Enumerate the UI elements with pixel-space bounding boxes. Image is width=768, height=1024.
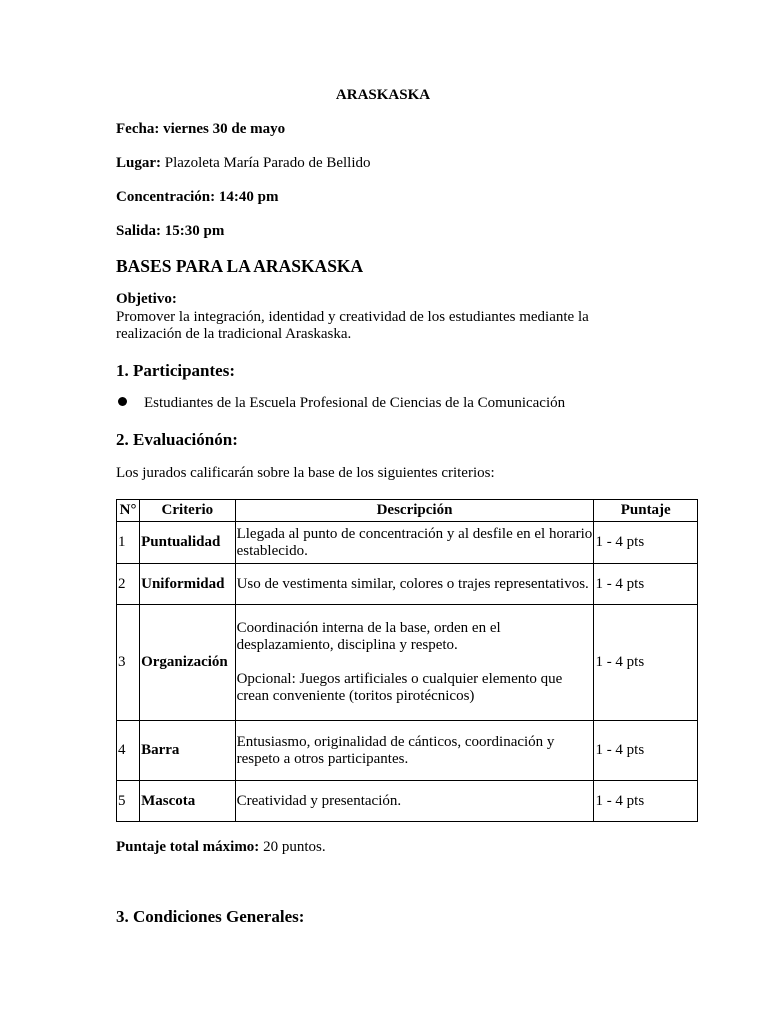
header-criterio: Criterio (140, 500, 235, 522)
table-row (117, 522, 698, 564)
lugar-label: Lugar: (116, 155, 161, 171)
bases-heading: BASES PARA LA ARASKASKA (116, 256, 364, 276)
row-criterio: Uniformidad (140, 564, 235, 605)
table-row (117, 721, 698, 781)
paragraph-gap (237, 654, 593, 671)
row-puntaje: 1 - 4 pts (594, 721, 698, 781)
objetivo-label: Objetivo: (116, 291, 177, 307)
header-num: N° (117, 500, 140, 522)
table-row (117, 781, 698, 822)
row-criterio: Puntualidad (140, 522, 235, 564)
salida-line: Salida: 15:30 pm (116, 223, 225, 239)
objetivo-text: Promover la integración, identidad y creatividad de los estudiantes mediante la realización de la tradicional Araskaska. (116, 309, 589, 342)
total-value: 20 puntos. (259, 839, 326, 855)
row-descripcion: Uso de vestimenta similar, colores o trajes representativos. (235, 564, 594, 605)
row-descripcion: Entusiasmo, originalidad de cánticos, coordinación y respeto a otros participantes. (235, 721, 594, 781)
table-row (117, 605, 698, 721)
participants-text: Estudiantes de la Escuela Profesional de Ciencias de la Comunicación (144, 395, 566, 411)
document-title: ARASKASKA (335, 87, 431, 103)
row-num: 3 (117, 605, 140, 721)
total-line (116, 839, 326, 856)
row-puntaje: 1 - 4 pts (594, 781, 698, 822)
row-criterio: Barra (140, 721, 235, 781)
criteria-table (116, 499, 698, 822)
row-num: 2 (117, 564, 140, 605)
row-num: 5 (117, 781, 140, 822)
row-criterio: Mascota (140, 781, 235, 822)
row-num: 1 (117, 522, 140, 564)
bullet-icon (118, 397, 127, 406)
row-descripcion: Creatividad y presentación. (235, 781, 594, 822)
row-puntaje: 1 - 4 pts (594, 605, 698, 721)
header-descripcion: Descripción (235, 500, 594, 522)
lugar-value: Plazoleta María Parado de Bellido (161, 155, 371, 171)
row-descripcion (235, 605, 594, 721)
row-num: 4 (117, 721, 140, 781)
row-puntaje: 1 - 4 pts (594, 564, 698, 605)
section2-intro: Los jurados calificarán sobre la base de los siguientes criterios: (116, 465, 495, 481)
section1-heading: 1. Participantes: (116, 361, 235, 380)
header-puntaje: Puntaje (594, 500, 698, 522)
section2-heading: 2. Evaluaciónón: (116, 430, 238, 449)
section3-heading: 3. Condiciones Generales: (116, 907, 305, 926)
table-header-row (117, 500, 698, 522)
row-descripcion: Llegada al punto de concentración y al desfile en el horario establecido. (235, 522, 594, 564)
row-descripcion-main: Coordinación interna de la base, orden en el desplazamiento, disciplina y respeto. (236, 620, 501, 653)
lugar-line (116, 155, 371, 172)
row-criterio: Organización (140, 605, 235, 721)
row-descripcion-opcional: Opcional: Juegos artificiales o cualquier elemento que crean conveniente (toritos pirotécnicos) (236, 671, 563, 704)
row-puntaje: 1 - 4 pts (594, 522, 698, 564)
total-label: Puntaje total máximo: (116, 839, 260, 855)
concentracion-line: Concentración: 14:40 pm (116, 189, 279, 205)
fecha-line: Fecha: viernes 30 de mayo (116, 121, 286, 137)
participants-bullet-item (116, 395, 565, 412)
table-row (117, 564, 698, 605)
